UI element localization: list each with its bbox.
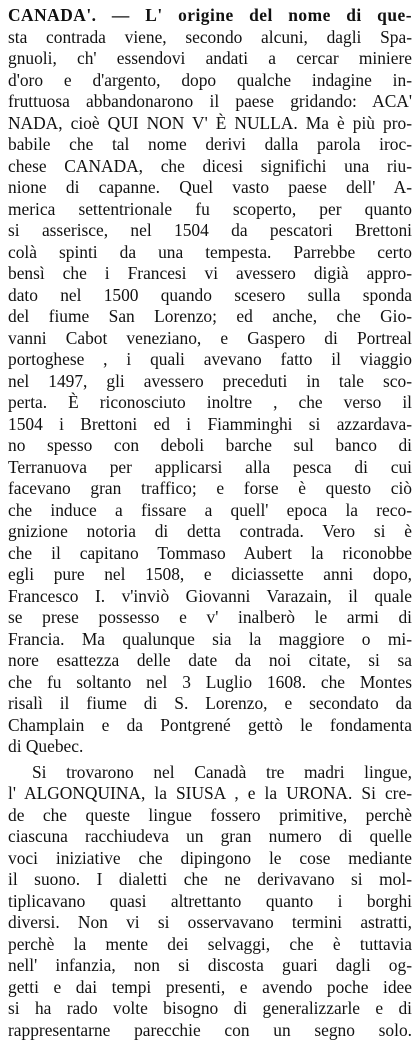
text-line: se prese possesso e v' inalberò le armi di — [8, 607, 412, 629]
text-line: facevano gran traffico; e forse è questo ciò — [8, 478, 412, 500]
paragraph-canada-origin — [8, 5, 412, 758]
text-line: merica settentrionale fu scoperto, per quanto — [8, 199, 412, 221]
text-line: che il capitano Tommaso Aubert la riconobbe — [8, 543, 412, 565]
text-line: sta contrada viene, secondo alcuni, dagli Spa- — [8, 27, 412, 49]
text-line: NADA, cioè QUI NON V' È NULLA. Ma è più pro- — [8, 113, 412, 135]
text-line: ciascuna racchiudeva un gran numero di quelle — [8, 826, 412, 848]
text-line: d'oro e d'argento, dopo qualche indagine in- — [8, 70, 412, 92]
text-line: Francesco I. v'inviò Giovanni Varazain, il quale — [8, 586, 412, 608]
text-line: nione di capanne. Quel vasto paese dell' A- — [8, 177, 412, 199]
text-line: il suono. I dialetti che ne derivavano si mol- — [8, 869, 412, 891]
text-line: chese CANADA, che dicesi significhi una riu- — [8, 156, 412, 178]
text-line: de che queste lingue fossero primitive, perchè — [8, 805, 412, 827]
text-line: nel 1497, gli avessero preceduti in tale sco- — [8, 371, 412, 393]
text-line: portoghese , i quali avevano fatto il viaggio — [8, 349, 412, 371]
text-line: l' ALGONQUINA, la SIUSA , e la URONA. Si cre- — [8, 783, 412, 805]
text-line: voci iniziative che dipingono le cose mediante — [8, 848, 412, 870]
text-line: si ha rado volte bisogno di generalizzarle e di — [8, 998, 412, 1020]
text-line: Francia. Ma qualunque sia la maggiore o mi- — [8, 629, 412, 651]
text-line: tiplicavano quasi altrettanto quanto i borghi — [8, 891, 412, 913]
text-line: colà spinti da una tempesta. Parrebbe certo — [8, 242, 412, 264]
text-line: Champlain e da Pontgrené gettò le fondamenta — [8, 715, 412, 737]
text-line: che induce a fissare a quell' epoca la reco- — [8, 500, 412, 522]
text-line: 1504 i Brettoni ed i Fiamminghi si azzardava- — [8, 414, 412, 436]
text-line: diversi. Non vi si osservavano termini astratti, — [8, 912, 412, 934]
text-line: no spesso con deboli barche sul banco di — [8, 435, 412, 457]
text-line: risalì il fiume di S. Lorenzo, e secondato da — [8, 693, 412, 715]
text-line: gnuoli, ch' essendovi andati a cercar miniere — [8, 48, 412, 70]
text-line: rappresentarne parecchie con un segno solo. — [8, 1020, 412, 1041]
text-line: nore esattezza delle date da noi citate, si sa — [8, 650, 412, 672]
text-line: babile che tal nome derivi dalla parola iroc- — [8, 134, 412, 156]
text-line: CANADA'. — L' origine del nome di que- — [8, 5, 412, 27]
text-line: egli pure nel 1508, e diciassette anni dopo, — [8, 564, 412, 586]
text-line: di Quebec. — [8, 736, 412, 758]
text-line: nell' infanzia, non si discosta guari dagli og- — [8, 955, 412, 977]
text-line: vanni Cabot veneziano, e Gaspero di Portreal — [8, 328, 412, 350]
text-line: dato nel 1500 quando scesero sulla sponda — [8, 285, 412, 307]
text-line: che fu soltanto nel 3 Luglio 1608. che Montes — [8, 672, 412, 694]
text-line: si asserisce, nel 1504 da pescatori Brettoni — [8, 220, 412, 242]
text-line: Terranuova per applicarsi alla pesca di cui — [8, 457, 412, 479]
text-line: Si trovarono nel Canadà tre madri lingue, — [8, 762, 412, 784]
text-line: gnizione notoria di detta contrada. Vero si è — [8, 521, 412, 543]
text-line: fruttuosa abbandonarono il paese gridando: ACA' — [8, 91, 412, 113]
text-line: del fiume San Lorenzo; ed anche, che Gio- — [8, 306, 412, 328]
paragraph-languages — [8, 762, 412, 1041]
text-line: perta. È riconosciuto inoltre , che verso il — [8, 392, 412, 414]
text-line: bensì che i Francesi vi avessero digià appro- — [8, 263, 412, 285]
text-line: getti e dai tempi presenti, e avendo poche idee — [8, 977, 412, 999]
text-line: perchè la mente dei selvaggi, che è tuttavia — [8, 934, 412, 956]
